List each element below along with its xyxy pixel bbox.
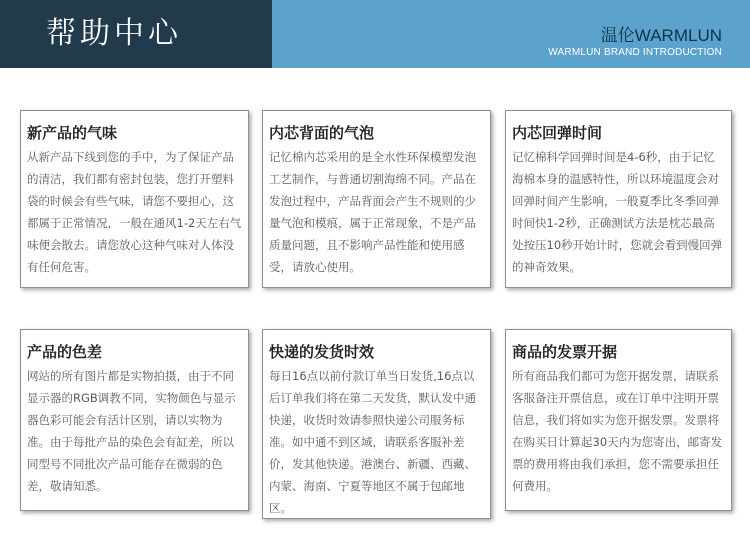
card-title: 内芯背面的气泡 <box>269 124 375 142</box>
card-body: 所有商品我们都可为您开据发票，请联系客服备注开票信息，或在订单中注明开票信息，我们将如实为您开据发票。发票将在购买日计算起30天内为您寄出，邮寄发票的费用将由我们承担，您不需要承担任何费用。 <box>512 369 723 493</box>
header-banner <box>0 0 750 68</box>
info-card-rebound-time <box>505 110 732 288</box>
info-card-shipping-time <box>262 329 491 519</box>
card-title: 内芯回弹时间 <box>512 124 603 142</box>
header-title-block <box>0 0 272 68</box>
info-card-core-bubbles <box>262 110 491 288</box>
info-card-invoice <box>505 329 732 511</box>
card-title: 快递的发货时效 <box>269 343 375 361</box>
card-body: 从新产品下线到您的手中，为了保证产品的清洁，我们都有密封包装，您打开塑料袋的时候会有些气味，请您不要担心，这都属于正常情况，一般在通风1-2天左右气味便会散去。请您放心这种气味对人体没有任何危害。 <box>27 150 242 274</box>
card-body: 记忆棉科学回弹时间是4-6秒，由于记忆海棉本身的温感特性，所以环境温度会对回弹时间产生影响，一般夏季比冬季回弹时间快1-2秒，正确测试方法是枕芯最高处按压10秒开始计时，您就会看到慢回弹的神奇效果。 <box>512 150 723 274</box>
brand-block <box>272 0 750 68</box>
brand-name: 温伦WARMLUN <box>600 26 722 45</box>
card-title: 产品的色差 <box>27 343 103 361</box>
info-card-new-product-smell <box>20 110 249 288</box>
card-body: 网站的所有图片都是实物拍摄，由于不同显示器的RGB调教不同，实物颜色与显示器色彩可能会有活计区别，请以实物为准。由于每批产品的染色会有缸差，所以同型号不同批次产品可能存在微弱的色差，敬请知悉。 <box>27 369 236 493</box>
page-title: 帮助中心 <box>46 16 182 51</box>
card-title: 商品的发票开据 <box>512 343 618 361</box>
card-body: 记忆棉内芯采用的是全水性环保模塑发泡工艺制作，与普通切割海绵不同。产品在发泡过程中，产品背面会产生不规则的少量气泡和模痕，属于正常现象，不是产品质量问题，且不影响产品性能和使用感受，请放心使用。 <box>269 150 476 274</box>
info-card-color-difference <box>20 329 249 511</box>
card-title: 新产品的气味 <box>27 124 118 142</box>
card-body: 每日16点以前付款订单当日发货,16点以后订单我们将在第二天发货，默认发中通快递，收货时效请参照快递公司服务标准。如中通不到区域，请联系客服补差价，发其他快递。港澳台、新疆、西藏、内蒙、海南、宁夏等地区不属于包邮地区。 <box>269 369 476 515</box>
brand-subtitle: WARMLUN BRAND INTRODUCTION <box>548 47 722 58</box>
